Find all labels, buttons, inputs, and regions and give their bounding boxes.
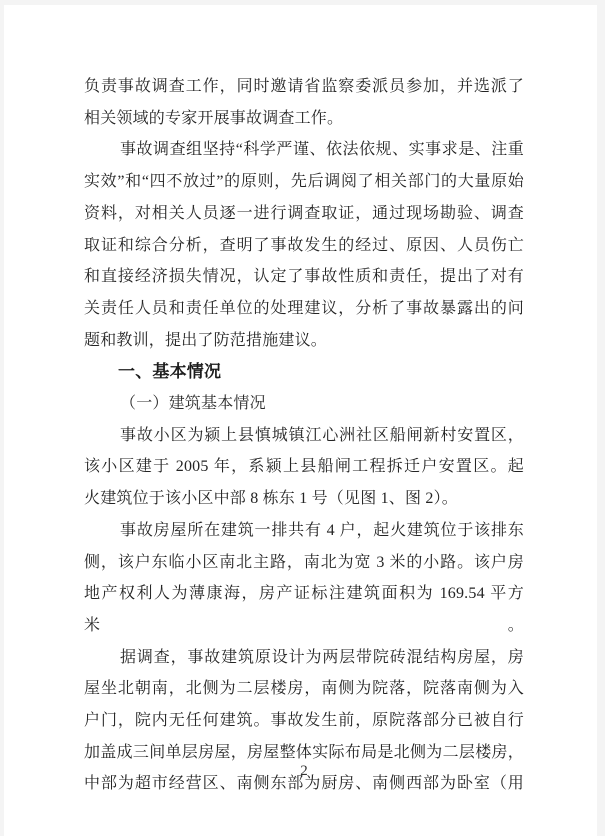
text-line: 侧，该户东临小区南北主路，南北为宽 3 米的小路。该户房: [84, 553, 524, 571]
text-line: 资料，对相关人员逐一进行调查取证，通过现场勘验、调查: [84, 204, 524, 222]
text-line: 负责事故调查工作，同时邀请省监察委派员参加，并选派了: [84, 78, 524, 95]
text-line: 事故调查组坚持“科学严谨、依法依规、实事求是、注重: [120, 141, 524, 159]
text-line: 实效”和“四不放过”的原则，先后调阅了相关部门的大量原始: [84, 173, 524, 191]
text-line: 加盖成三间单层房屋，房屋整体实际布局是北侧为二层楼房，: [84, 743, 524, 761]
section-heading: 一、基本情况: [118, 362, 222, 382]
text-line: 地产权利人为薄康海，房产证标注建筑面积为 169.54 平方米。: [84, 585, 524, 634]
text-line: 取证和综合分析，查明了事故发生的经过、原因、人员伤亡: [84, 236, 524, 254]
document-text-block: [84, 71, 524, 800]
text-line: 关责任人员和责任单位的处理建议，分析了事故暴露出的问: [84, 299, 524, 317]
text-line: 屋坐北朝南，北侧为二层楼房，南侧为院落，院落南侧为入: [84, 680, 524, 698]
text-line: 火建筑位于该小区中部 8 栋东 1 号（见图 1、图 2）。: [84, 490, 459, 508]
document-page: [4, 5, 597, 836]
text-line: 相关领域的专家开展事故调查工作。: [84, 109, 344, 127]
text-line: 题和教训，提出了防范措施建议。: [84, 331, 328, 349]
subsection-heading: （一）建筑基本情况: [120, 395, 266, 413]
text-line: 户门，院内无任何建筑。事故发生前，原院落部分已被自行: [84, 712, 524, 730]
page-number: 2: [300, 763, 308, 779]
text-line: 事故房屋所在建筑一排共有 4 户，起火建筑位于该排东: [120, 521, 524, 539]
text-line: 该小区建于 2005 年，系颍上县船闸工程拆迁户安置区。起: [84, 458, 524, 476]
text-line: 据调查，事故建筑原设计为两层带院砖混结构房屋，房: [120, 648, 524, 666]
text-line: 和直接经济损失情况，认定了事故性质和责任，提出了对有: [84, 268, 524, 286]
text-line: 中部为超市经营区、南侧东部为厨房、南侧西部为卧室（用: [84, 775, 524, 793]
text-line: 事故小区为颍上县慎城镇江心洲社区船闸新村安置区，: [120, 426, 524, 444]
